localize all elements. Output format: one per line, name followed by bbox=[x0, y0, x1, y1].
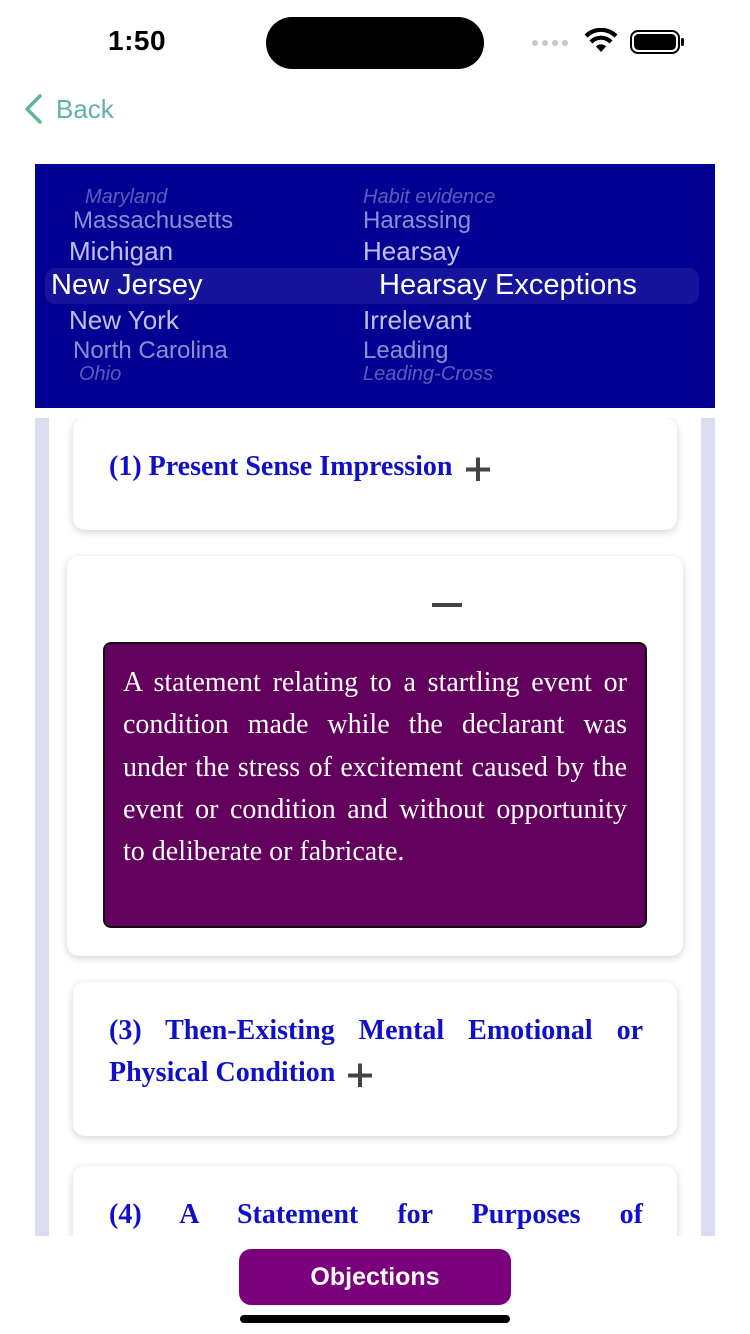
plus-icon[interactable] bbox=[463, 457, 493, 481]
exception-card-title-wrap bbox=[109, 1194, 643, 1236]
exception-card-expanded[interactable] bbox=[67, 556, 683, 956]
picker-left-item[interactable]: Michigan bbox=[69, 236, 174, 266]
picker-right-item[interactable]: Harassing bbox=[363, 207, 472, 234]
picker-right-item[interactable]: Hearsay bbox=[363, 236, 460, 266]
status-time: 1:50 bbox=[108, 25, 167, 56]
picker-right-item[interactable]: Leading-Cross bbox=[363, 363, 494, 385]
picker-right-item[interactable]: Irrelevant bbox=[363, 305, 472, 335]
battery-icon bbox=[630, 30, 686, 54]
picker-right-item[interactable]: Leading bbox=[363, 337, 449, 364]
wifi-icon bbox=[584, 28, 618, 54]
cellular-signal-icon bbox=[532, 40, 568, 46]
chevron-left-icon bbox=[20, 92, 46, 126]
minus-icon[interactable] bbox=[432, 603, 462, 607]
picker-left-item[interactable]: New York bbox=[69, 305, 179, 335]
exception-card-title-wrap bbox=[109, 1010, 643, 1094]
definition-box bbox=[103, 642, 647, 928]
picker-left-item[interactable]: North Carolina bbox=[73, 337, 228, 364]
exception-card-title: (1) Present Sense Impression bbox=[109, 451, 453, 482]
definition-text: A statement relating to a startling event or condition made while the declarant was under the stress of excitement caused by the event or condition and without opportunity to deliberate or fabricate. bbox=[123, 667, 627, 868]
exceptions-list[interactable] bbox=[35, 418, 715, 1236]
status-bar bbox=[0, 0, 750, 90]
exception-card-title-wrap bbox=[109, 446, 649, 488]
back-button[interactable] bbox=[20, 88, 114, 130]
state-objection-picker[interactable] bbox=[35, 164, 715, 408]
objections-button[interactable]: Objections bbox=[239, 1249, 511, 1305]
exception-card-title: (4) A Statement for Purposes of bbox=[109, 1199, 643, 1230]
plus-icon[interactable] bbox=[345, 1063, 375, 1087]
exception-card-title: (3) Then-Existing Mental Emotional or Physical Condition bbox=[109, 1015, 643, 1088]
picker-left-item[interactable]: Massachusetts bbox=[73, 207, 234, 234]
exception-card[interactable] bbox=[73, 982, 677, 1136]
picker-left-item[interactable]: Maryland bbox=[85, 186, 168, 208]
picker-right-item[interactable]: Habit evidence bbox=[363, 186, 496, 208]
picker-left-selected[interactable]: New Jersey bbox=[51, 269, 203, 301]
dynamic-island bbox=[266, 17, 484, 69]
picker-left-item[interactable]: Ohio bbox=[79, 363, 122, 385]
exception-card[interactable] bbox=[73, 418, 677, 530]
exceptions-list-inner bbox=[49, 418, 701, 1236]
picker-right-selected[interactable]: Hearsay Exceptions bbox=[379, 269, 637, 301]
back-label: Back bbox=[56, 93, 114, 124]
home-indicator[interactable] bbox=[240, 1315, 510, 1323]
exception-card[interactable] bbox=[73, 1166, 677, 1236]
